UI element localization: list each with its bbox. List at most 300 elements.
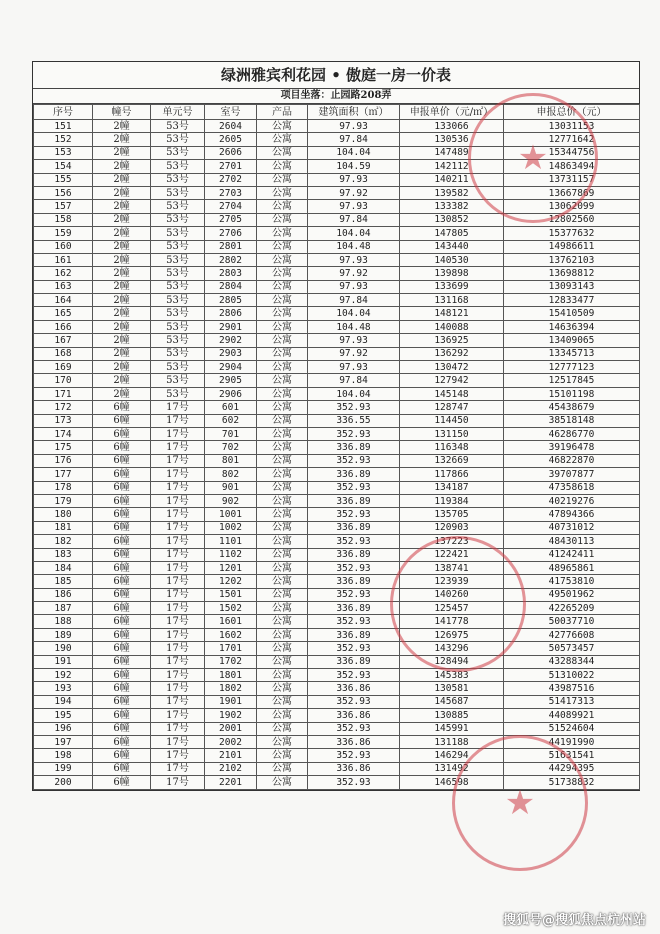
table-cell: 336.89 — [308, 548, 400, 561]
table-cell: 180 — [34, 508, 93, 521]
table-row — [34, 776, 640, 789]
table-cell: 336.86 — [308, 682, 400, 695]
table-row — [34, 642, 640, 655]
table-cell: 336.86 — [308, 709, 400, 722]
table-cell: 40731012 — [504, 521, 640, 534]
table-cell: 155 — [34, 173, 93, 186]
table-cell: 17号 — [151, 575, 205, 588]
table-cell: 139898 — [400, 267, 504, 280]
table-cell: 公寓 — [257, 454, 308, 467]
table-cell: 公寓 — [257, 213, 308, 226]
table-cell: 97.93 — [308, 253, 400, 266]
table-cell: 6幢 — [93, 655, 151, 668]
table-cell: 公寓 — [257, 173, 308, 186]
table-cell: 17号 — [151, 535, 205, 548]
table-cell: 131150 — [400, 427, 504, 440]
table-cell: 2606 — [205, 146, 257, 159]
table-cell: 13731157 — [504, 173, 640, 186]
table-cell: 公寓 — [257, 561, 308, 574]
column-header: 申报总价（元） — [504, 105, 640, 120]
table-cell: 125457 — [400, 602, 504, 615]
table-cell: 186 — [34, 588, 93, 601]
table-cell: 164 — [34, 294, 93, 307]
table-cell: 2605 — [205, 133, 257, 146]
table-cell: 147805 — [400, 227, 504, 240]
table-cell: 公寓 — [257, 240, 308, 253]
table-cell: 97.93 — [308, 280, 400, 293]
table-cell: 2002 — [205, 735, 257, 748]
table-cell: 53号 — [151, 387, 205, 400]
table-cell: 97.93 — [308, 120, 400, 133]
table-cell: 51738832 — [504, 776, 640, 789]
table-cell: 336.89 — [308, 575, 400, 588]
table-cell: 167 — [34, 334, 93, 347]
price-table — [33, 104, 640, 790]
table-cell: 46822870 — [504, 454, 640, 467]
table-cell: 12777123 — [504, 361, 640, 374]
table-cell: 17号 — [151, 642, 205, 655]
table-row — [34, 334, 640, 347]
table-cell: 138741 — [400, 561, 504, 574]
table-row — [34, 494, 640, 507]
table-row — [34, 548, 640, 561]
table-cell: 170 — [34, 374, 93, 387]
table-cell: 2幢 — [93, 120, 151, 133]
table-cell: 2幢 — [93, 374, 151, 387]
table-cell: 190 — [34, 642, 93, 655]
table-cell: 154 — [34, 160, 93, 173]
table-cell: 97.84 — [308, 294, 400, 307]
table-row — [34, 615, 640, 628]
table-cell: 352.93 — [308, 669, 400, 682]
project-location: 项目坐落：止园路208弄 — [33, 89, 639, 104]
table-cell: 158 — [34, 213, 93, 226]
table-cell: 97.92 — [308, 347, 400, 360]
table-cell: 6幢 — [93, 695, 151, 708]
table-row — [34, 709, 640, 722]
table-cell: 336.55 — [308, 414, 400, 427]
table-cell: 17号 — [151, 655, 205, 668]
table-cell: 130472 — [400, 361, 504, 374]
table-cell: 53号 — [151, 307, 205, 320]
table-cell: 97.93 — [308, 200, 400, 213]
table-cell: 161 — [34, 253, 93, 266]
table-row — [34, 347, 640, 360]
table-cell: 公寓 — [257, 521, 308, 534]
table-cell: 97.93 — [308, 334, 400, 347]
table-cell: 13345713 — [504, 347, 640, 360]
table-cell: 130852 — [400, 213, 504, 226]
table-cell: 44294395 — [504, 762, 640, 775]
table-row — [34, 427, 640, 440]
table-cell: 1902 — [205, 709, 257, 722]
table-cell: 902 — [205, 494, 257, 507]
table-cell: 104.04 — [308, 146, 400, 159]
table-cell: 2幢 — [93, 240, 151, 253]
table-cell: 6幢 — [93, 468, 151, 481]
table-cell: 352.93 — [308, 508, 400, 521]
table-cell: 公寓 — [257, 548, 308, 561]
table-row — [34, 280, 640, 293]
table-cell: 97.93 — [308, 361, 400, 374]
table-cell: 175 — [34, 441, 93, 454]
table-cell: 6幢 — [93, 642, 151, 655]
table-cell: 12517845 — [504, 374, 640, 387]
table-cell: 6幢 — [93, 521, 151, 534]
table-cell: 公寓 — [257, 481, 308, 494]
table-cell: 17号 — [151, 401, 205, 414]
table-cell: 142112 — [400, 160, 504, 173]
table-row — [34, 401, 640, 414]
table-cell: 17号 — [151, 521, 205, 534]
table-cell: 133066 — [400, 120, 504, 133]
table-cell: 702 — [205, 441, 257, 454]
table-cell: 352.93 — [308, 454, 400, 467]
table-cell: 199 — [34, 762, 93, 775]
table-cell: 53号 — [151, 361, 205, 374]
table-cell: 2703 — [205, 186, 257, 199]
table-cell: 公寓 — [257, 387, 308, 400]
table-cell: 公寓 — [257, 347, 308, 360]
table-row — [34, 481, 640, 494]
table-cell: 168 — [34, 347, 93, 360]
table-cell: 公寓 — [257, 628, 308, 641]
table-cell: 136292 — [400, 347, 504, 360]
table-cell: 公寓 — [257, 361, 308, 374]
table-cell: 6幢 — [93, 669, 151, 682]
table-cell: 2102 — [205, 762, 257, 775]
table-cell: 17号 — [151, 441, 205, 454]
table-cell: 130536 — [400, 133, 504, 146]
table-cell: 17号 — [151, 762, 205, 775]
table-row — [34, 468, 640, 481]
table-cell: 1002 — [205, 521, 257, 534]
table-cell: 公寓 — [257, 735, 308, 748]
table-cell: 352.93 — [308, 481, 400, 494]
table-cell: 15101198 — [504, 387, 640, 400]
table-cell: 41242411 — [504, 548, 640, 561]
table-cell: 2705 — [205, 213, 257, 226]
table-cell: 公寓 — [257, 602, 308, 615]
table-cell: 146294 — [400, 749, 504, 762]
table-cell: 156 — [34, 186, 93, 199]
table-cell: 197 — [34, 735, 93, 748]
table-cell: 公寓 — [257, 307, 308, 320]
table-cell: 97.92 — [308, 186, 400, 199]
table-cell: 2802 — [205, 253, 257, 266]
table-cell: 公寓 — [257, 334, 308, 347]
table-cell: 2幢 — [93, 334, 151, 347]
table-cell: 2803 — [205, 267, 257, 280]
table-cell: 53号 — [151, 160, 205, 173]
table-cell: 6幢 — [93, 481, 151, 494]
table-cell: 166 — [34, 320, 93, 333]
table-cell: 公寓 — [257, 227, 308, 240]
table-cell: 139582 — [400, 186, 504, 199]
table-cell: 1702 — [205, 655, 257, 668]
table-cell: 2801 — [205, 240, 257, 253]
table-cell: 17号 — [151, 628, 205, 641]
table-cell: 14863494 — [504, 160, 640, 173]
table-row — [34, 253, 640, 266]
table-cell: 2幢 — [93, 133, 151, 146]
table-cell: 104.48 — [308, 240, 400, 253]
table-row — [34, 669, 640, 682]
table-cell: 17号 — [151, 735, 205, 748]
table-cell: 1701 — [205, 642, 257, 655]
table-cell: 49501962 — [504, 588, 640, 601]
table-cell: 6幢 — [93, 401, 151, 414]
table-cell: 公寓 — [257, 374, 308, 387]
table-cell: 6幢 — [93, 575, 151, 588]
table-cell: 152 — [34, 133, 93, 146]
table-cell: 336.89 — [308, 521, 400, 534]
table-cell: 47894366 — [504, 508, 640, 521]
table-cell: 352.93 — [308, 749, 400, 762]
table-cell: 公寓 — [257, 267, 308, 280]
table-cell: 53号 — [151, 320, 205, 333]
table-cell: 104.04 — [308, 307, 400, 320]
table-cell: 200 — [34, 776, 93, 789]
table-cell: 17号 — [151, 602, 205, 615]
table-cell: 196 — [34, 722, 93, 735]
table-cell: 41753810 — [504, 575, 640, 588]
table-cell: 公寓 — [257, 709, 308, 722]
table-cell: 14636394 — [504, 320, 640, 333]
column-header: 单元号 — [151, 105, 205, 120]
table-cell: 6幢 — [93, 427, 151, 440]
table-cell: 133699 — [400, 280, 504, 293]
table-cell: 6幢 — [93, 615, 151, 628]
table-cell: 128494 — [400, 655, 504, 668]
table-cell: 187 — [34, 602, 93, 615]
table-cell: 17号 — [151, 695, 205, 708]
table-cell: 公寓 — [257, 401, 308, 414]
table-row — [34, 602, 640, 615]
table-cell: 176 — [34, 454, 93, 467]
table-cell: 39707877 — [504, 468, 640, 481]
table-row — [34, 294, 640, 307]
table-cell: 181 — [34, 521, 93, 534]
table-cell: 2幢 — [93, 267, 151, 280]
table-cell: 122421 — [400, 548, 504, 561]
table-cell: 公寓 — [257, 320, 308, 333]
table-cell: 131188 — [400, 735, 504, 748]
price-sheet — [32, 61, 640, 791]
table-cell: 801 — [205, 454, 257, 467]
table-cell: 公寓 — [257, 508, 308, 521]
table-cell: 公寓 — [257, 160, 308, 173]
table-cell: 13762103 — [504, 253, 640, 266]
table-cell: 13062099 — [504, 200, 640, 213]
table-cell: 140530 — [400, 253, 504, 266]
table-cell: 172 — [34, 401, 93, 414]
table-cell: 公寓 — [257, 441, 308, 454]
table-cell: 2幢 — [93, 280, 151, 293]
table-cell: 119384 — [400, 494, 504, 507]
table-cell: 2幢 — [93, 200, 151, 213]
table-cell: 6幢 — [93, 454, 151, 467]
table-cell: 2001 — [205, 722, 257, 735]
table-cell: 6幢 — [93, 602, 151, 615]
table-row — [34, 213, 640, 226]
table-cell: 38518148 — [504, 414, 640, 427]
table-row — [34, 267, 640, 280]
table-cell: 1202 — [205, 575, 257, 588]
table-cell: 公寓 — [257, 200, 308, 213]
table-cell: 336.89 — [308, 628, 400, 641]
table-cell: 130885 — [400, 709, 504, 722]
table-cell: 126975 — [400, 628, 504, 641]
table-cell: 120903 — [400, 521, 504, 534]
table-cell: 44191990 — [504, 735, 640, 748]
table-cell: 51417313 — [504, 695, 640, 708]
table-row — [34, 361, 640, 374]
table-cell: 13031153 — [504, 120, 640, 133]
table-cell: 2幢 — [93, 160, 151, 173]
table-cell: 352.93 — [308, 588, 400, 601]
table-cell: 2901 — [205, 320, 257, 333]
table-cell: 53号 — [151, 213, 205, 226]
table-cell: 6幢 — [93, 414, 151, 427]
column-header: 幢号 — [93, 105, 151, 120]
table-cell: 公寓 — [257, 655, 308, 668]
table-cell: 185 — [34, 575, 93, 588]
table-row — [34, 186, 640, 199]
table-cell: 165 — [34, 307, 93, 320]
table-cell: 53号 — [151, 294, 205, 307]
table-cell: 1101 — [205, 535, 257, 548]
table-cell: 公寓 — [257, 186, 308, 199]
table-row — [34, 173, 640, 186]
table-cell: 2幢 — [93, 361, 151, 374]
table-cell: 2幢 — [93, 213, 151, 226]
table-cell: 153 — [34, 146, 93, 159]
table-cell: 40219276 — [504, 494, 640, 507]
table-cell: 51310022 — [504, 669, 640, 682]
table-cell: 53号 — [151, 146, 205, 159]
table-cell: 2904 — [205, 361, 257, 374]
table-row — [34, 133, 640, 146]
table-cell: 53号 — [151, 120, 205, 133]
table-cell: 53号 — [151, 240, 205, 253]
table-row — [34, 414, 640, 427]
table-cell: 2幢 — [93, 387, 151, 400]
table-cell: 135705 — [400, 508, 504, 521]
table-cell: 336.86 — [308, 762, 400, 775]
table-cell: 公寓 — [257, 133, 308, 146]
table-cell: 公寓 — [257, 253, 308, 266]
table-cell: 47358618 — [504, 481, 640, 494]
table-cell: 公寓 — [257, 120, 308, 133]
table-cell: 48430113 — [504, 535, 640, 548]
table-cell: 173 — [34, 414, 93, 427]
table-row — [34, 695, 640, 708]
table-cell: 1001 — [205, 508, 257, 521]
table-header-row — [34, 105, 640, 120]
table-cell: 2幢 — [93, 146, 151, 159]
table-cell: 53号 — [151, 347, 205, 360]
table-cell: 13409065 — [504, 334, 640, 347]
table-cell: 45438679 — [504, 401, 640, 414]
column-header: 产品 — [257, 105, 308, 120]
table-cell: 公寓 — [257, 615, 308, 628]
table-cell: 352.93 — [308, 561, 400, 574]
table-cell: 163 — [34, 280, 93, 293]
table-cell: 159 — [34, 227, 93, 240]
table-cell: 6幢 — [93, 588, 151, 601]
table-cell: 143296 — [400, 642, 504, 655]
table-cell: 131168 — [400, 294, 504, 307]
table-cell: 336.89 — [308, 655, 400, 668]
table-row — [34, 535, 640, 548]
column-header: 申报单价（元/㎡） — [400, 105, 504, 120]
column-header: 序号 — [34, 105, 93, 120]
table-cell: 131492 — [400, 762, 504, 775]
table-cell: 134187 — [400, 481, 504, 494]
table-cell: 151 — [34, 120, 93, 133]
table-cell: 97.93 — [308, 173, 400, 186]
table-cell: 50037710 — [504, 615, 640, 628]
table-cell: 42776608 — [504, 628, 640, 641]
table-cell: 1602 — [205, 628, 257, 641]
table-cell: 17号 — [151, 508, 205, 521]
table-cell: 2幢 — [93, 253, 151, 266]
document-title: 绿洲雅宾利花园 • 傲庭一房一价表 — [33, 62, 639, 89]
table-cell: 1801 — [205, 669, 257, 682]
table-cell: 53号 — [151, 173, 205, 186]
table-cell: 15377632 — [504, 227, 640, 240]
table-row — [34, 146, 640, 159]
table-row — [34, 307, 640, 320]
table-cell: 2903 — [205, 347, 257, 360]
table-cell: 6幢 — [93, 762, 151, 775]
table-cell: 公寓 — [257, 280, 308, 293]
table-cell: 14986611 — [504, 240, 640, 253]
table-cell: 6幢 — [93, 548, 151, 561]
table-cell: 116348 — [400, 441, 504, 454]
table-cell: 104.48 — [308, 320, 400, 333]
seal-star-icon: ★ — [517, 138, 549, 178]
table-cell: 1501 — [205, 588, 257, 601]
table-cell: 1901 — [205, 695, 257, 708]
table-cell: 17号 — [151, 749, 205, 762]
table-cell: 53号 — [151, 334, 205, 347]
table-cell: 183 — [34, 548, 93, 561]
table-cell: 17号 — [151, 669, 205, 682]
table-cell: 336.89 — [308, 494, 400, 507]
table-cell: 17号 — [151, 709, 205, 722]
table-cell: 6幢 — [93, 682, 151, 695]
table-cell: 53号 — [151, 267, 205, 280]
table-row — [34, 735, 640, 748]
table-cell: 17号 — [151, 588, 205, 601]
table-cell: 162 — [34, 267, 93, 280]
table-cell: 2804 — [205, 280, 257, 293]
table-cell: 53号 — [151, 133, 205, 146]
table-cell: 公寓 — [257, 575, 308, 588]
table-cell: 6幢 — [93, 535, 151, 548]
table-cell: 195 — [34, 709, 93, 722]
table-cell: 2902 — [205, 334, 257, 347]
table-cell: 公寓 — [257, 535, 308, 548]
table-cell: 174 — [34, 427, 93, 440]
table-cell: 2201 — [205, 776, 257, 789]
table-cell: 97.92 — [308, 267, 400, 280]
table-cell: 171 — [34, 387, 93, 400]
table-cell: 公寓 — [257, 468, 308, 481]
table-cell: 51631541 — [504, 749, 640, 762]
